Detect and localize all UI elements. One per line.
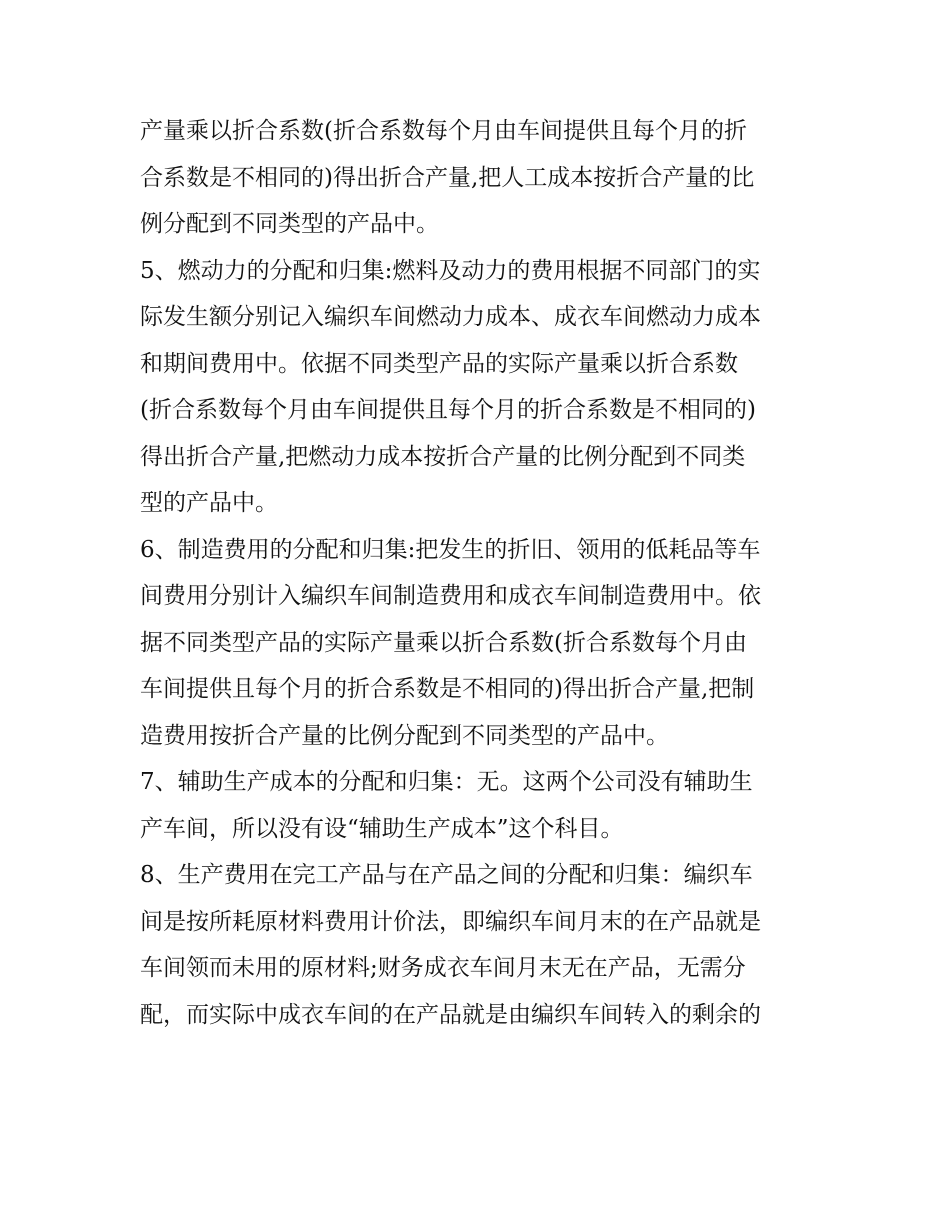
text-line: 据不同类型产品的实际产量乘以折合系数(折合系数每个月由 <box>140 629 747 656</box>
text-line: 产量乘以折合系数(折合系数每个月由车间提供且每个月的折 <box>140 118 747 144</box>
text-line: 产车间，所以没有设“辅助生产成本”这个科目。 <box>140 815 624 842</box>
text-line: 型的产品中。 <box>140 490 278 516</box>
text-line: 得出折合产量,把燃动力成本按折合产量的比例分配到不同类 <box>140 443 746 470</box>
text-line: 和期间费用中。依据不同类型产品的实际产量乘以折合系数 <box>140 350 738 377</box>
text-line: 车间领而未用的原材料;财务成衣车间月末无在产品，无需分 <box>140 955 746 981</box>
text-line: 造费用按折合产量的比例分配到不同类型的产品中。 <box>140 722 669 749</box>
document-body <box>140 108 820 1038</box>
text-line: 例分配到不同类型的产品中。 <box>140 211 439 237</box>
text-line: 配，而实际中成衣车间的在产品就是由编织车间转入的剩余的 <box>140 1001 761 1028</box>
text-line: 车间提供且每个月的折合系数是不相同的)得出折合产量,把制 <box>140 676 755 702</box>
text-line: 6、制造费用的分配和归集:把发生的折旧、领用的低耗品等车 <box>140 536 761 563</box>
text-line: (折合系数每个月由车间提供且每个月的折合系数是不相同的) <box>140 397 756 423</box>
text-line: 合系数是不相同的)得出折合产量,把人工成本按折合产量的比 <box>140 164 755 191</box>
text-line: 际发生额分别记入编织车间燃动力成本、成衣车间燃动力成本 <box>140 304 761 330</box>
text-line: 5、燃动力的分配和归集:燃料及动力的费用根据不同部门的实 <box>140 257 761 284</box>
text-line: 间是按所耗原材料费用计价法，即编织车间月末的在产品就是 <box>140 908 761 935</box>
text-line: 8、生产费用在完工产品与在产品之间的分配和归集：编织车 <box>140 862 753 888</box>
text-line: 7、辅助生产成本的分配和归集：无。这两个公司没有辅助生 <box>140 769 753 795</box>
text-line: 间费用分别计入编织车间制造费用和成衣车间制造费用中。依 <box>140 583 761 609</box>
